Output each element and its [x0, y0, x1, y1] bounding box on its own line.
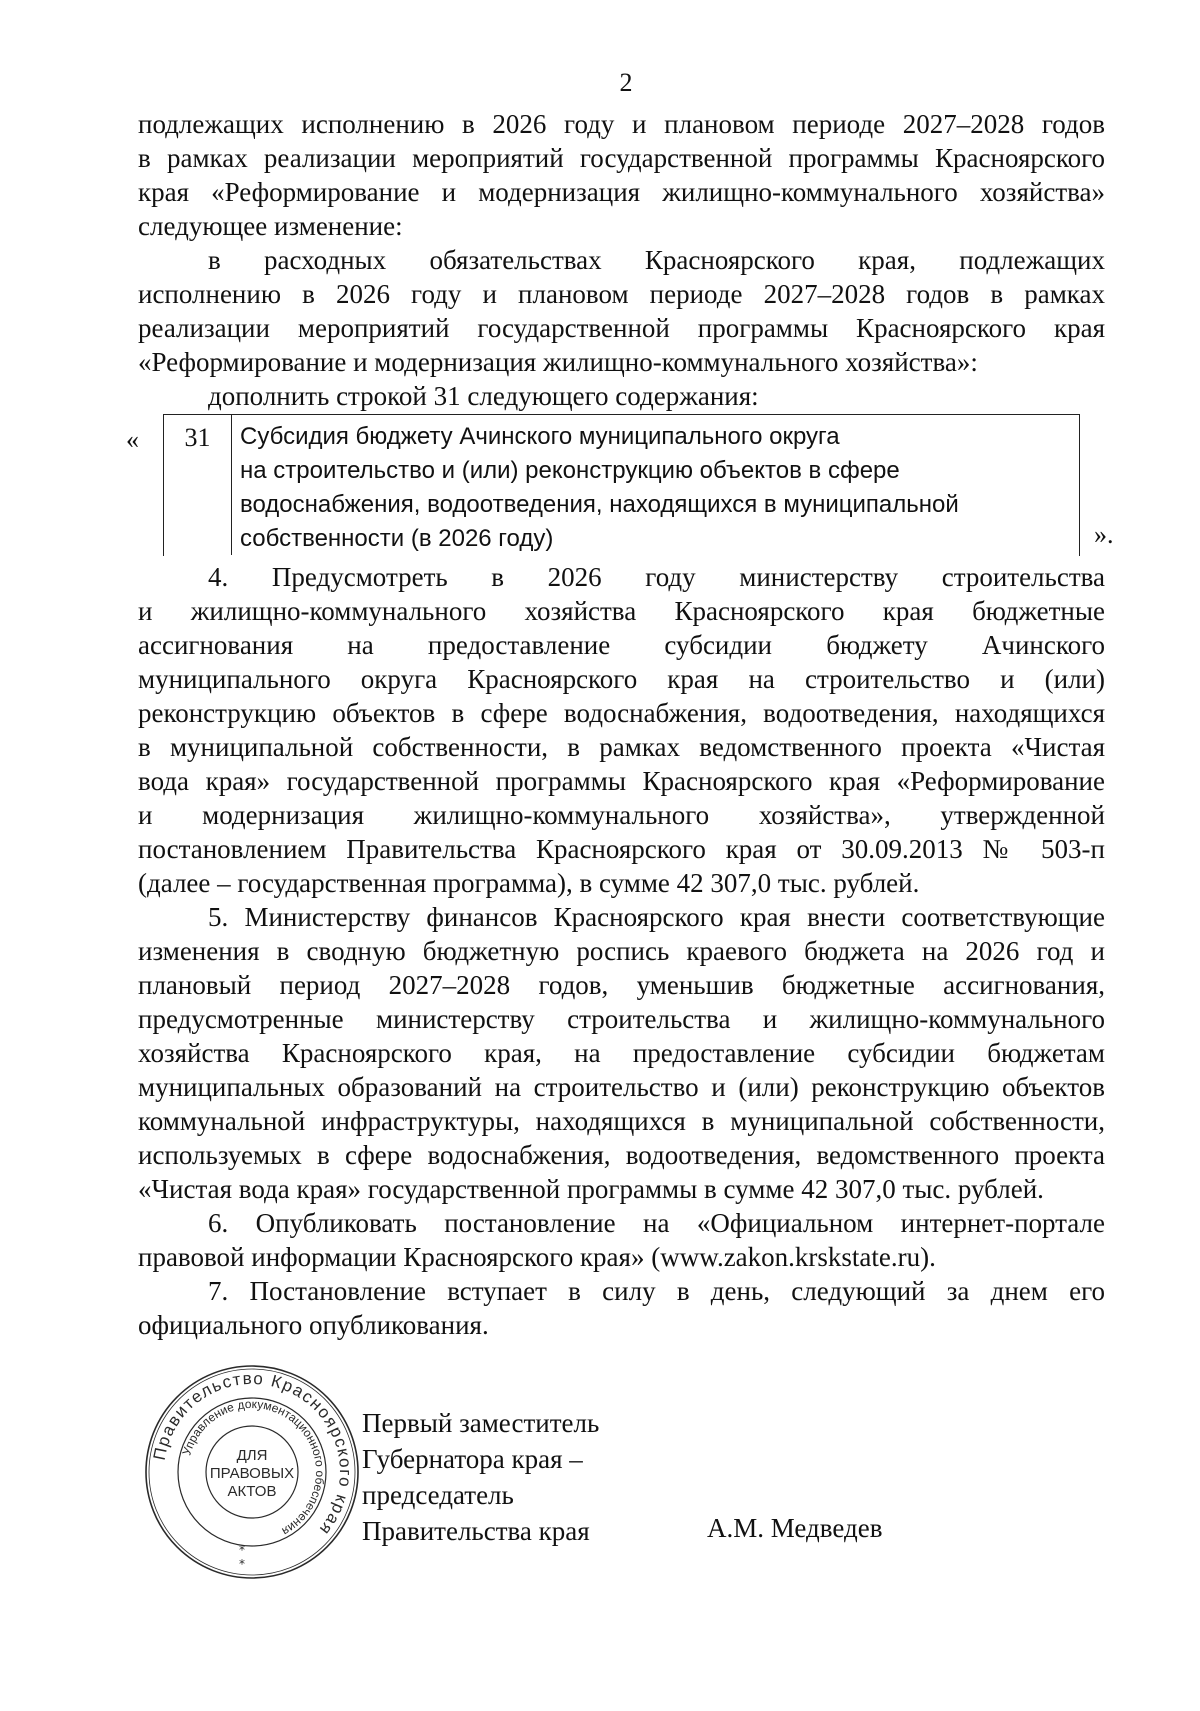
para4-line: (далее – государственная программа), в сумме 42 307,0 тыс. рублей. — [138, 868, 920, 898]
expenses-line: в расходных обязательствах Красноярского края, подлежащих — [208, 245, 1105, 275]
para5-line: плановый период 2027–2028 годов, уменьшив бюджетные ассигнования, — [138, 970, 1105, 1000]
para5-line: изменения в сводную бюджетную роспись краевого бюджета на 2026 год и — [138, 936, 1105, 966]
row-text-line: собственности (в 2026 году) — [240, 525, 554, 552]
expenses-line: реализации мероприятий государственной программы Красноярского края — [138, 313, 1105, 343]
table-open-quote: « — [126, 425, 139, 454]
table-close-quote: ». — [1094, 520, 1114, 549]
para4-line: вода края» государственной программы Красноярского края «Реформирование — [138, 766, 1105, 796]
signer-title — [362, 1405, 599, 1549]
intro-line: края «Реформирование и модернизация жилищно-коммунального хозяйства» — [138, 177, 1105, 207]
para5-line: предусмотренные министерству строительства и жилищно-коммунального — [138, 1004, 1105, 1034]
para5-line: хозяйства Красноярского края, на предоставление субсидии бюджетам — [138, 1038, 1105, 1068]
seal-inner-text: Управление документационного обеспечения — [179, 1396, 328, 1539]
para4-line: постановлением Правительства Красноярского края от 30.09.2013 № 503-п — [138, 834, 1105, 864]
para6-line: 6. Опубликовать постановление на «Официальном интернет-портале — [208, 1208, 1105, 1238]
para4-line: и модернизация жилищно-коммунального хозяйства», утвержденной — [138, 800, 1105, 830]
seal-star-icon: * — [239, 1557, 245, 1571]
row-text-line: Субсидия бюджету Ачинского муниципального округа — [240, 423, 840, 450]
expenses-line: «Реформирование и модернизация жилищно-коммунального хозяйства»: — [138, 347, 978, 377]
row-text-line: на строительство и (или) реконструкцию объектов в сфере — [240, 457, 900, 484]
para5-line: муниципальных образований на строительство и (или) реконструкцию объектов — [138, 1072, 1105, 1102]
para4-line: 4. Предусмотреть в 2026 году министерству строительства — [208, 562, 1105, 592]
signer-title-line: председатель — [362, 1480, 514, 1510]
page-number: 2 — [619, 68, 633, 97]
para7-line: 7. Постановление вступает в силу в день, следующий за днем его — [208, 1276, 1105, 1306]
seal-star-icon: * — [239, 1543, 245, 1557]
signer-title-line: Губернатора края – — [362, 1444, 583, 1474]
intro-line: следующее изменение: — [138, 211, 403, 241]
signer-name: А.М. Медведев — [707, 1513, 883, 1543]
intro-line: подлежащих исполнению в 2026 году и плановом периоде 2027–2028 годов — [138, 109, 1105, 139]
para7-line: официального опубликования. — [138, 1310, 489, 1340]
row-number-cell: 31 — [164, 415, 232, 555]
para5-line: 5. Министерству финансов Красноярского края внести соответствующие — [208, 902, 1105, 932]
seal-center-text: ДЛЯ — [236, 1447, 268, 1464]
seal-outer-text: Правительство Красноярского края — [149, 1368, 356, 1540]
signer-title-line: Правительства края — [362, 1516, 590, 1546]
seal-center-text: ПРАВОВЫХ — [209, 1465, 295, 1482]
signer-title-line: Первый заместитель — [362, 1408, 600, 1438]
seal-center-text: АКТОВ — [227, 1483, 277, 1500]
para5-line: используемых в сфере водоснабжения, водоотведения, ведомственного проекта — [138, 1140, 1105, 1170]
para5-line: «Чистая вода края» государственной программы в сумме 42 307,0 тыс. рублей. — [138, 1174, 1044, 1204]
para4-line: и жилищно-коммунального хозяйства Красноярского края бюджетные — [138, 596, 1105, 626]
row-text-cell — [240, 420, 1070, 556]
supplement-line: дополнить строкой 31 следующего содержания: — [208, 381, 759, 411]
inserted-table-row — [163, 414, 1080, 556]
row-text-line: водоснабжения, водоотведения, находящихся в муниципальной — [240, 491, 959, 518]
para5-line: коммунальной инфраструктуры, находящихся в муниципальной собственности, — [138, 1106, 1105, 1136]
para4-line: муниципального округа Красноярского края на строительство и (или) — [138, 664, 1105, 694]
expenses-line: исполнению в 2026 году и плановом периоде 2027–2028 годов в рамках — [138, 279, 1105, 309]
para6-line: правовой информации Красноярского края» (www.zakon.krskstate.ru). — [138, 1242, 936, 1272]
para4-line: ассигнования на предоставление субсидии бюджету Ачинского — [138, 630, 1105, 660]
para4-line: в муниципальной собственности, в рамках ведомственного проекта «Чистая — [138, 732, 1105, 762]
para4-line: реконструкцию объектов в сфере водоснабжения, водоотведения, находящихся — [138, 698, 1105, 728]
intro-line: в рамках реализации мероприятий государственной программы Красноярского — [138, 143, 1105, 173]
official-seal — [142, 1362, 362, 1582]
